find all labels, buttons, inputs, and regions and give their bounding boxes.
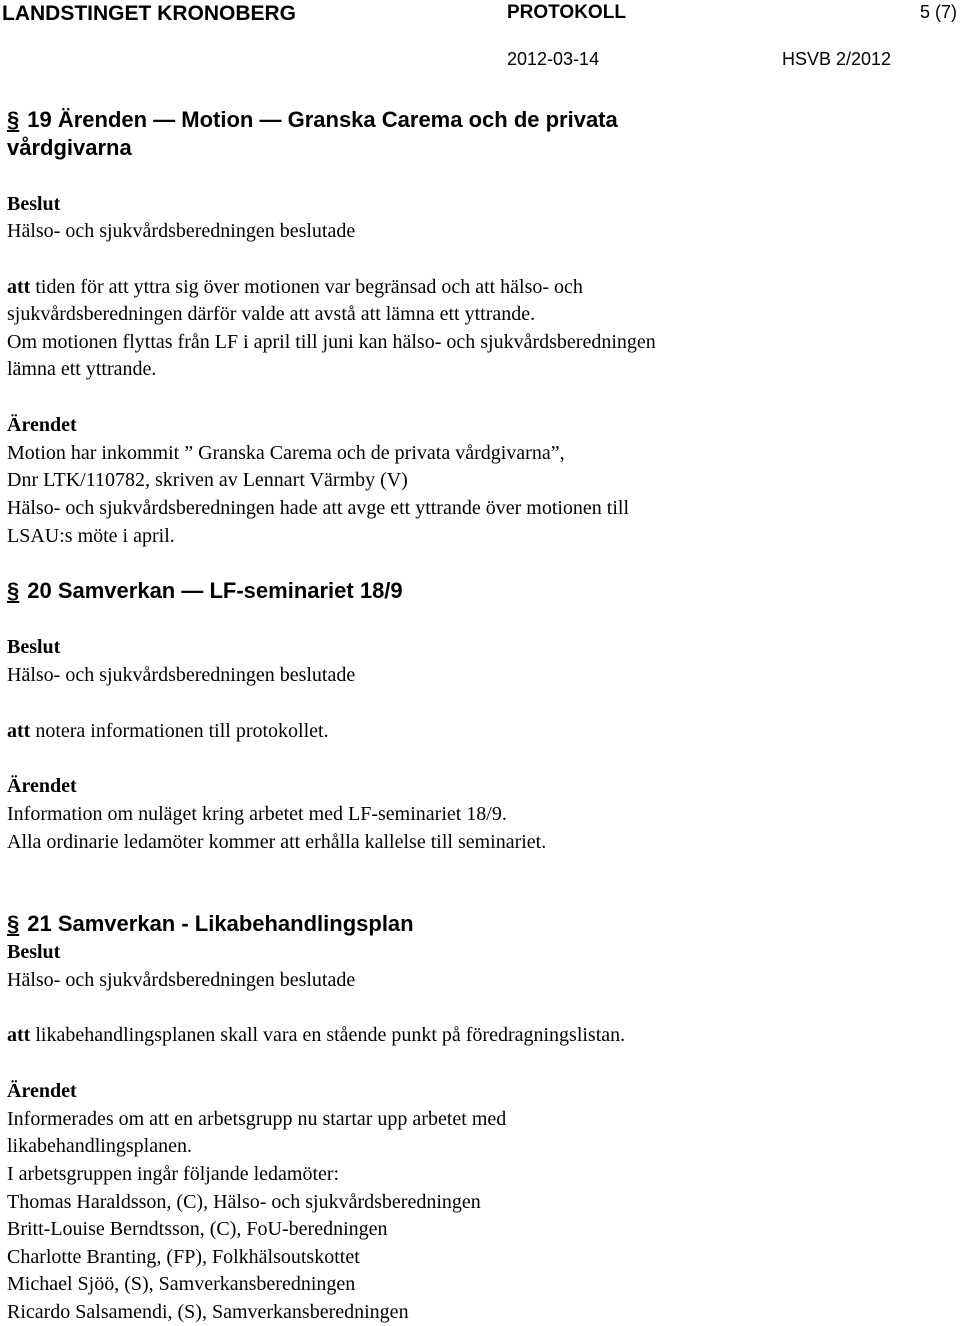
section-19-title-line1: 19 Ärenden — Motion — Granska Carema och de privata bbox=[27, 107, 618, 132]
att-word: att bbox=[7, 720, 31, 742]
page-number: 5 (7) bbox=[919, 2, 957, 22]
decision-text-line: lämna ett yttrande. bbox=[7, 358, 157, 380]
beslut-label: Beslut bbox=[7, 193, 61, 215]
member-line: Michael Sjöö, (S), Samverkansberedningen bbox=[7, 1273, 356, 1295]
att-word: att bbox=[7, 276, 31, 298]
decision-text-line: tiden för att yttra sig över motionen var begränsad och att hälso- och bbox=[30, 276, 583, 298]
att-word: att bbox=[7, 1024, 31, 1046]
arendet-text-line: Information om nuläget kring arbetet med LF-seminariet 18/9. bbox=[7, 803, 507, 825]
section-21-title bbox=[7, 910, 414, 938]
section-mark: § bbox=[7, 107, 20, 132]
member-line: Britt-Louise Berndtsson, (C), FoU-beredningen bbox=[7, 1218, 388, 1240]
decision-intro: Hälso- och sjukvårdsberedningen beslutade bbox=[7, 969, 356, 991]
section-21-title-text: 21 Samverkan - Likabehandlingsplan bbox=[27, 911, 414, 936]
arendet-text-line: Alla ordinarie ledamöter kommer att erhålla kallelse till seminariet. bbox=[7, 831, 547, 853]
decision-text bbox=[7, 273, 583, 301]
member-line: Thomas Haraldsson, (C), Hälso- och sjukvårdsberedningen bbox=[7, 1191, 481, 1213]
arendet-text-line: Informerades om att en arbetsgrupp nu startar upp arbetet med bbox=[7, 1108, 507, 1130]
decision-text-line: likabehandlingsplanen skall vara en stående punkt på föredragningslistan. bbox=[30, 1024, 626, 1046]
document-type: PROTOKOLL bbox=[507, 2, 626, 23]
section-19-title-line2: vårdgivarna bbox=[7, 135, 132, 160]
decision-text bbox=[7, 1021, 625, 1049]
arendet-text-line: I arbetsgruppen ingår följande ledamöter: bbox=[7, 1163, 340, 1185]
arendet-label: Ärendet bbox=[7, 414, 77, 436]
decision-intro: Hälso- och sjukvårdsberedningen beslutade bbox=[7, 220, 356, 242]
arendet-text-line: likabehandlingsplanen. bbox=[7, 1135, 192, 1157]
beslut-label: Beslut bbox=[7, 941, 61, 963]
arendet-text-line: Dnr LTK/110782, skriven av Lennart Värmby (V) bbox=[7, 469, 408, 491]
document-date: 2012-03-14 bbox=[507, 49, 600, 69]
section-mark: § bbox=[7, 911, 20, 936]
section-20-title bbox=[7, 577, 403, 605]
member-line: Charlotte Branting, (FP), Folkhälsoutskottet bbox=[7, 1246, 360, 1268]
decision-text-line: Om motionen flyttas från LF i april till juni kan hälso- och sjukvårdsberedningen bbox=[7, 331, 656, 353]
section-19-title bbox=[7, 106, 618, 134]
section-20-title-text: 20 Samverkan — LF-seminariet 18/9 bbox=[27, 578, 403, 603]
arendet-label: Ärendet bbox=[7, 1080, 77, 1102]
member-line: Ricardo Salsamendi, (S), Samverkansberedningen bbox=[7, 1301, 409, 1323]
arendet-text-line: Motion har inkommit ” Granska Carema och de privata vårdgivarna”, bbox=[7, 442, 565, 464]
arendet-label: Ärendet bbox=[7, 775, 77, 797]
arendet-text-line: LSAU:s möte i april. bbox=[7, 525, 175, 547]
document-reference: HSVB 2/2012 bbox=[782, 49, 892, 69]
arendet-text-line: Hälso- och sjukvårdsberedningen hade att avge ett yttrande över motionen till bbox=[7, 497, 630, 519]
decision-text-line: sjukvårdsberedningen därför valde att avstå att lämna ett yttrande. bbox=[7, 303, 536, 325]
decision-text-line: notera informationen till protokollet. bbox=[30, 720, 329, 742]
decision-text bbox=[7, 717, 329, 745]
beslut-label: Beslut bbox=[7, 636, 61, 658]
section-mark: § bbox=[7, 578, 20, 603]
decision-intro: Hälso- och sjukvårdsberedningen beslutade bbox=[7, 664, 356, 686]
organization-name: LANDSTINGET KRONOBERG bbox=[2, 2, 296, 25]
